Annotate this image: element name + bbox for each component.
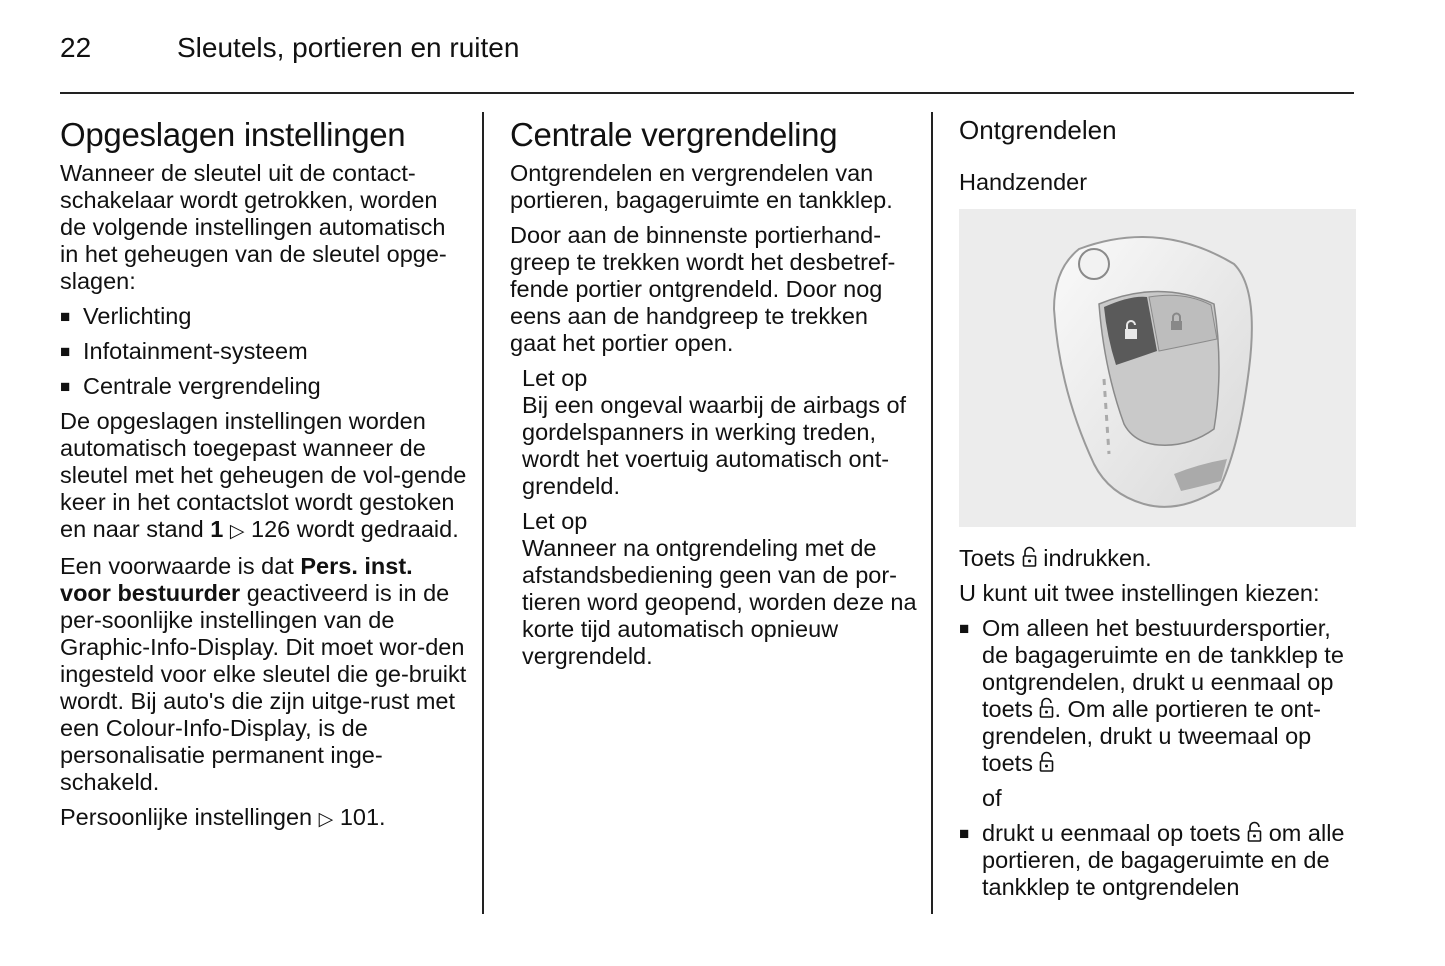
text: . Om alle portieren te ont-grendelen, drukt u tweemaal op toets — [982, 696, 1321, 776]
paragraph — [60, 553, 470, 796]
paragraph — [60, 408, 470, 545]
text: Persoonlijke instellingen — [60, 804, 319, 830]
page-header — [60, 30, 1354, 94]
paragraph: Wanneer de sleutel uit de contact-schakelaar wordt getrokken, worden de volgende instellingen automatisch in het geheugen van de sleutel opge-slagen: — [60, 160, 447, 294]
reference-arrow-icon: ▷ — [318, 809, 334, 830]
section-heading: Centrale vergrendeling — [510, 116, 838, 153]
list-item: ■ Centrale vergrendeling — [60, 373, 470, 400]
paragraph — [959, 545, 1359, 572]
text: indrukken. — [1036, 545, 1152, 571]
note-box — [522, 508, 920, 670]
text: om alle portieren, de bagageruimte en de tankklep te ontgrendelen — [982, 820, 1345, 900]
column-stored-settings — [60, 112, 470, 841]
settings-list — [60, 303, 470, 400]
chapter-title: Sleutels, portieren en ruiten — [177, 32, 520, 63]
text: drukt u eenmaal op toets — [982, 820, 1248, 846]
column-divider — [482, 112, 484, 914]
note-title: Let op — [522, 508, 588, 534]
column-divider — [931, 112, 933, 914]
paragraph: U kunt uit twee instellingen kiezen: — [959, 580, 1320, 606]
list-item: ■ Verlichting — [60, 303, 470, 330]
ignition-position: 1 — [210, 516, 224, 542]
note-box — [522, 365, 920, 500]
paragraph — [60, 804, 470, 833]
menu-setting-name: Pers. inst. voor bestuurder — [60, 553, 413, 606]
unlock-icon — [1247, 821, 1262, 843]
page-number: 22 — [60, 32, 92, 63]
text: geactiveerd is in de per-soonlijke instellingen van de Graphic-Info-Display. Dit moet wor-den ingesteld voor elke sleutel die ge-bruikt wordt. Bij auto's die zijn uitge-rust met een Colour-Info-Display, is de personalisatie permanent inge-schakeld. — [60, 580, 467, 795]
note-text: Bij een ongeval waarbij de airbags of gordelspanners in werking treden, wordt het voertuig automatisch ont-grendeld. — [522, 392, 907, 499]
text: De opgeslagen instellingen worden automatisch toegepast wanneer de sleutel met het geheugen de vol-gende keer in het contactslot wordt gestoken en naar stand — [60, 408, 467, 542]
reference-arrow-icon: ▷ — [229, 521, 245, 542]
note-title: Let op — [522, 365, 588, 391]
column-central-locking — [510, 112, 920, 678]
unlock-icon — [1022, 546, 1037, 568]
column-unlocking — [959, 112, 1359, 909]
unlock-icon — [1039, 751, 1054, 773]
text: wordt gedraaid. — [296, 516, 459, 542]
paragraph: Ontgrendelen en vergrendelen van portieren, bagageruimte en tankklep. — [510, 160, 893, 213]
note-text: Wanneer na ontgrendeling met de afstandsbediening geen van de por-tieren word geopend, worden deze na korte tijd automatisch opnieuw vergrendeld. — [522, 535, 917, 669]
text: Toets — [959, 545, 1022, 571]
page-reference[interactable]: 101. — [339, 804, 386, 830]
list-item: ■ Infotainment-systeem — [60, 338, 470, 365]
section-heading: Ontgrendelen — [959, 115, 1117, 145]
list-item — [959, 615, 1359, 777]
paragraph: Door aan de binnenste portierhand-greep te trekken wordt het desbetref-fende portier ontgrendeld. Door nog eens aan de handgreep te trekken gaat het portier open. — [510, 222, 896, 356]
keyfob-illustration — [959, 209, 1356, 527]
list-item — [959, 820, 1359, 901]
unlock-icon — [1039, 697, 1054, 719]
sub-heading: Handzender — [959, 169, 1088, 195]
option-list — [959, 615, 1359, 777]
keyfob-drawing — [959, 209, 1356, 527]
paragraph: of — [982, 785, 1002, 811]
text: Een voorwaarde is dat — [60, 553, 301, 579]
page-reference[interactable]: 126 — [251, 516, 291, 542]
text: Om alleen het bestuurdersportier, de bagageruimte en de tankklep te ontgrendelen, drukt u eenmaal op toets — [982, 615, 1344, 722]
section-heading: Opgeslagen instellingen — [60, 116, 406, 153]
option-list — [959, 820, 1359, 901]
